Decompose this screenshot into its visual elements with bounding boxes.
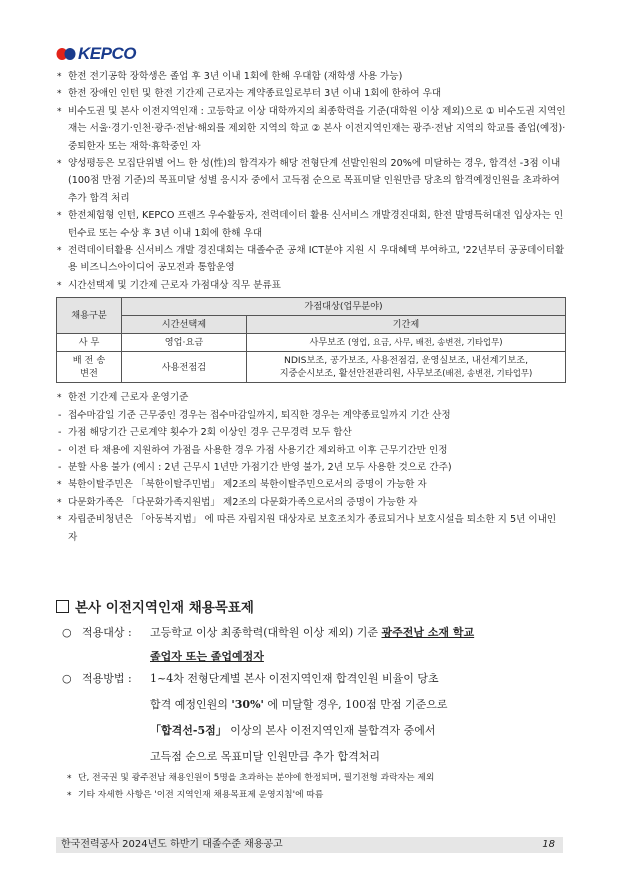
footer-title: 한국전력공사 2024년도 하반기 대졸수준 채용공고 xyxy=(61,839,283,850)
table-header: 가점대상(업무분야) xyxy=(122,298,566,316)
table-subheader-time: 시간선택제 xyxy=(122,316,247,334)
cell-sub: (배전, 송변전, 기타업무) xyxy=(442,368,533,379)
cell-line xyxy=(250,367,562,380)
cell-sub: (영업, 요금, 사무, 배전, 송변전, 기타업무) xyxy=(347,337,503,348)
kepco-logo xyxy=(56,44,136,64)
circle-bullet-icon: ○ xyxy=(62,672,72,685)
bullet-item: * 한전 전기공학 장학생은 졸업 후 3년 이내 1회에 한해 우대함 (재학생 사용 가능) xyxy=(56,68,566,85)
table-header-group: 채용구분 xyxy=(57,298,122,334)
notes xyxy=(66,770,566,804)
bullet-item: * 자립준비청년은 「아동복지법」 에 따른 자립지원 대상자로 보호조치가 종료되거나 보호시설을 퇴소한 지 5년 이내인 자 xyxy=(56,511,566,546)
note-item: * 기타 자세한 사항은 '이전 지역인재 채용목표제 운영지침'에 따름 xyxy=(66,787,566,804)
section-title xyxy=(56,596,254,616)
bullet-item: * 양성평등은 모집단위별 어느 한 성(性)의 합격자가 해당 전형단계 선발인원의 20%에 미달하는 경우, 합격선 -3점 이내(100점 만점 기준)의 목표미달 성별 응시자 중에서 고득점 순으로 목표미달 인원만큼 당초의 합격예정인원을 초과하여 추가 합격 처리 xyxy=(56,155,566,207)
bullet-item: * 북한이탈주민은 「북한이탈주민법」 제2조의 북한이탈주민으로서의 증명이 가능한 자 xyxy=(56,476,566,493)
table-cell: 배 전 송변전 xyxy=(57,352,122,383)
circle-bullet-icon: ○ xyxy=(62,626,72,639)
target-text-bold: 졸업자 또는 졸업예정자 xyxy=(150,650,264,663)
bullet-item: * 전력데이터활용 신서비스 개발 경진대회는 대졸수준 공채 ICT분야 지원 시 우대혜택 부여하고, '22년부터 공공데이터활용 비즈니스아이디어 공모전과 통합운영 xyxy=(56,242,566,277)
target-text-bold: 광주전남 소재 학교 xyxy=(381,626,475,639)
cell-main: 사무보조 xyxy=(309,337,346,349)
table-row xyxy=(57,352,566,383)
table-cell: 사 무 xyxy=(57,334,122,352)
kepco-logo-icon xyxy=(56,46,76,62)
fixed-term-title: * 한전 기간제 근로자 운영기준 xyxy=(56,389,566,406)
cell-line: NDIS보조, 공가보조, 사용전점검, 운영실보조, 내선계기보조, xyxy=(283,355,529,367)
dash-item: - 접수마감일 기준 근무중인 경우는 접수마감일까지, 퇴직한 경우는 계약종료일까지 기간 산정 xyxy=(56,407,566,424)
dash-item: - 분할 사용 불가 (예시 : 2년 근무시 1년만 가점기간 반영 불가, 2년 모두 사용한 것으로 간주) xyxy=(56,459,566,476)
bullet-item: * 다문화가족은 「다문화가족지원법」 제2조의 다문화가족으로서의 증명이 가능한 자 xyxy=(56,494,566,511)
table-subheader-fixed: 기간제 xyxy=(247,316,566,334)
note-item: * 단, 전국권 및 광주전남 채용인원이 5명을 초과하는 분야에 한정되며, 필기전형 과락자는 제외 xyxy=(66,770,566,787)
main-content xyxy=(56,68,566,546)
square-bullet-icon xyxy=(56,600,69,613)
footer xyxy=(56,837,563,853)
target-text-plain: 고등학교 이상 최종학력(대학원 이상 제외) 기준 xyxy=(150,626,378,639)
table-row xyxy=(57,334,566,352)
method-label: 적용방법 : xyxy=(82,672,132,685)
section-title-text: 본사 이전지역인재 채용목표제 xyxy=(75,600,254,616)
cell-main: 지중순시보조, 활선안전관리원, 사무보조 xyxy=(279,368,443,380)
target-label: 적용대상 : xyxy=(82,626,132,639)
method-line: 1~4차 전형단계별 본사 이전지역인재 합격인원 비율이 당초 xyxy=(150,672,439,685)
bullet-item: * 시간선택제 및 기간제 근로자 가점대상 직무 분류표 xyxy=(56,277,566,294)
method-text xyxy=(150,666,570,770)
table-cell: 사용전점검 xyxy=(122,352,247,383)
table-cell xyxy=(247,352,566,383)
bonus-duty-table xyxy=(56,297,566,383)
table-cell: 영업·요금 xyxy=(122,334,247,352)
method-line: 고득점 순으로 목표미달 인원만큼 추가 합격처리 xyxy=(150,750,381,763)
dash-item: - 이전 타 채용에 지원하여 가점을 사용한 경우 가점 사용기간 제외하고 이후 근무기간만 인정 xyxy=(56,442,566,459)
table-cell xyxy=(247,334,566,352)
bullet-item: * 한전 장애인 인턴 및 한전 기간제 근로자는 계약종료일로부터 3년 이내 1회에 한하여 우대 xyxy=(56,85,566,102)
bullet-item: * 한전체험형 인턴, KEPCO 프렌즈 우수활동자, 전력데이터 활용 신서비스 개발경진대회, 한전 발명특허대전 입상자는 인턴수료 또는 수상 후 3년 이내 1회에 한해 우대 xyxy=(56,207,566,242)
target-text xyxy=(150,621,570,669)
bullet-item: * 비수도권 및 본사 이전지역인재 : 고등학교 이상 대학까지의 최종학력을 기준(대학원 이상 제외)으로 ① 비수도권 지역인재는 서울·경기·인천·광주·전남·해외를 제외한 지역의 학교 ② 본사 이전지역인재는 광주·전남 지역의 학교를 졸업(예정)·중퇴한자 또는 재학·휴학중인 자 xyxy=(56,103,566,155)
page-number: 18 xyxy=(542,839,555,850)
dash-item: - 가점 해당기간 근로계약 횟수가 2회 이상인 경우 근무경력 모두 합산 xyxy=(56,424,566,441)
method-line: 합격 예정인원의 '30%' 에 미달할 경우, 100점 만점 기준으로 xyxy=(150,698,448,711)
logo-text: KEPCO xyxy=(78,44,136,63)
method-line: 「합격선-5점」 이상의 본사 이전지역인재 불합격자 중에서 xyxy=(150,724,436,737)
